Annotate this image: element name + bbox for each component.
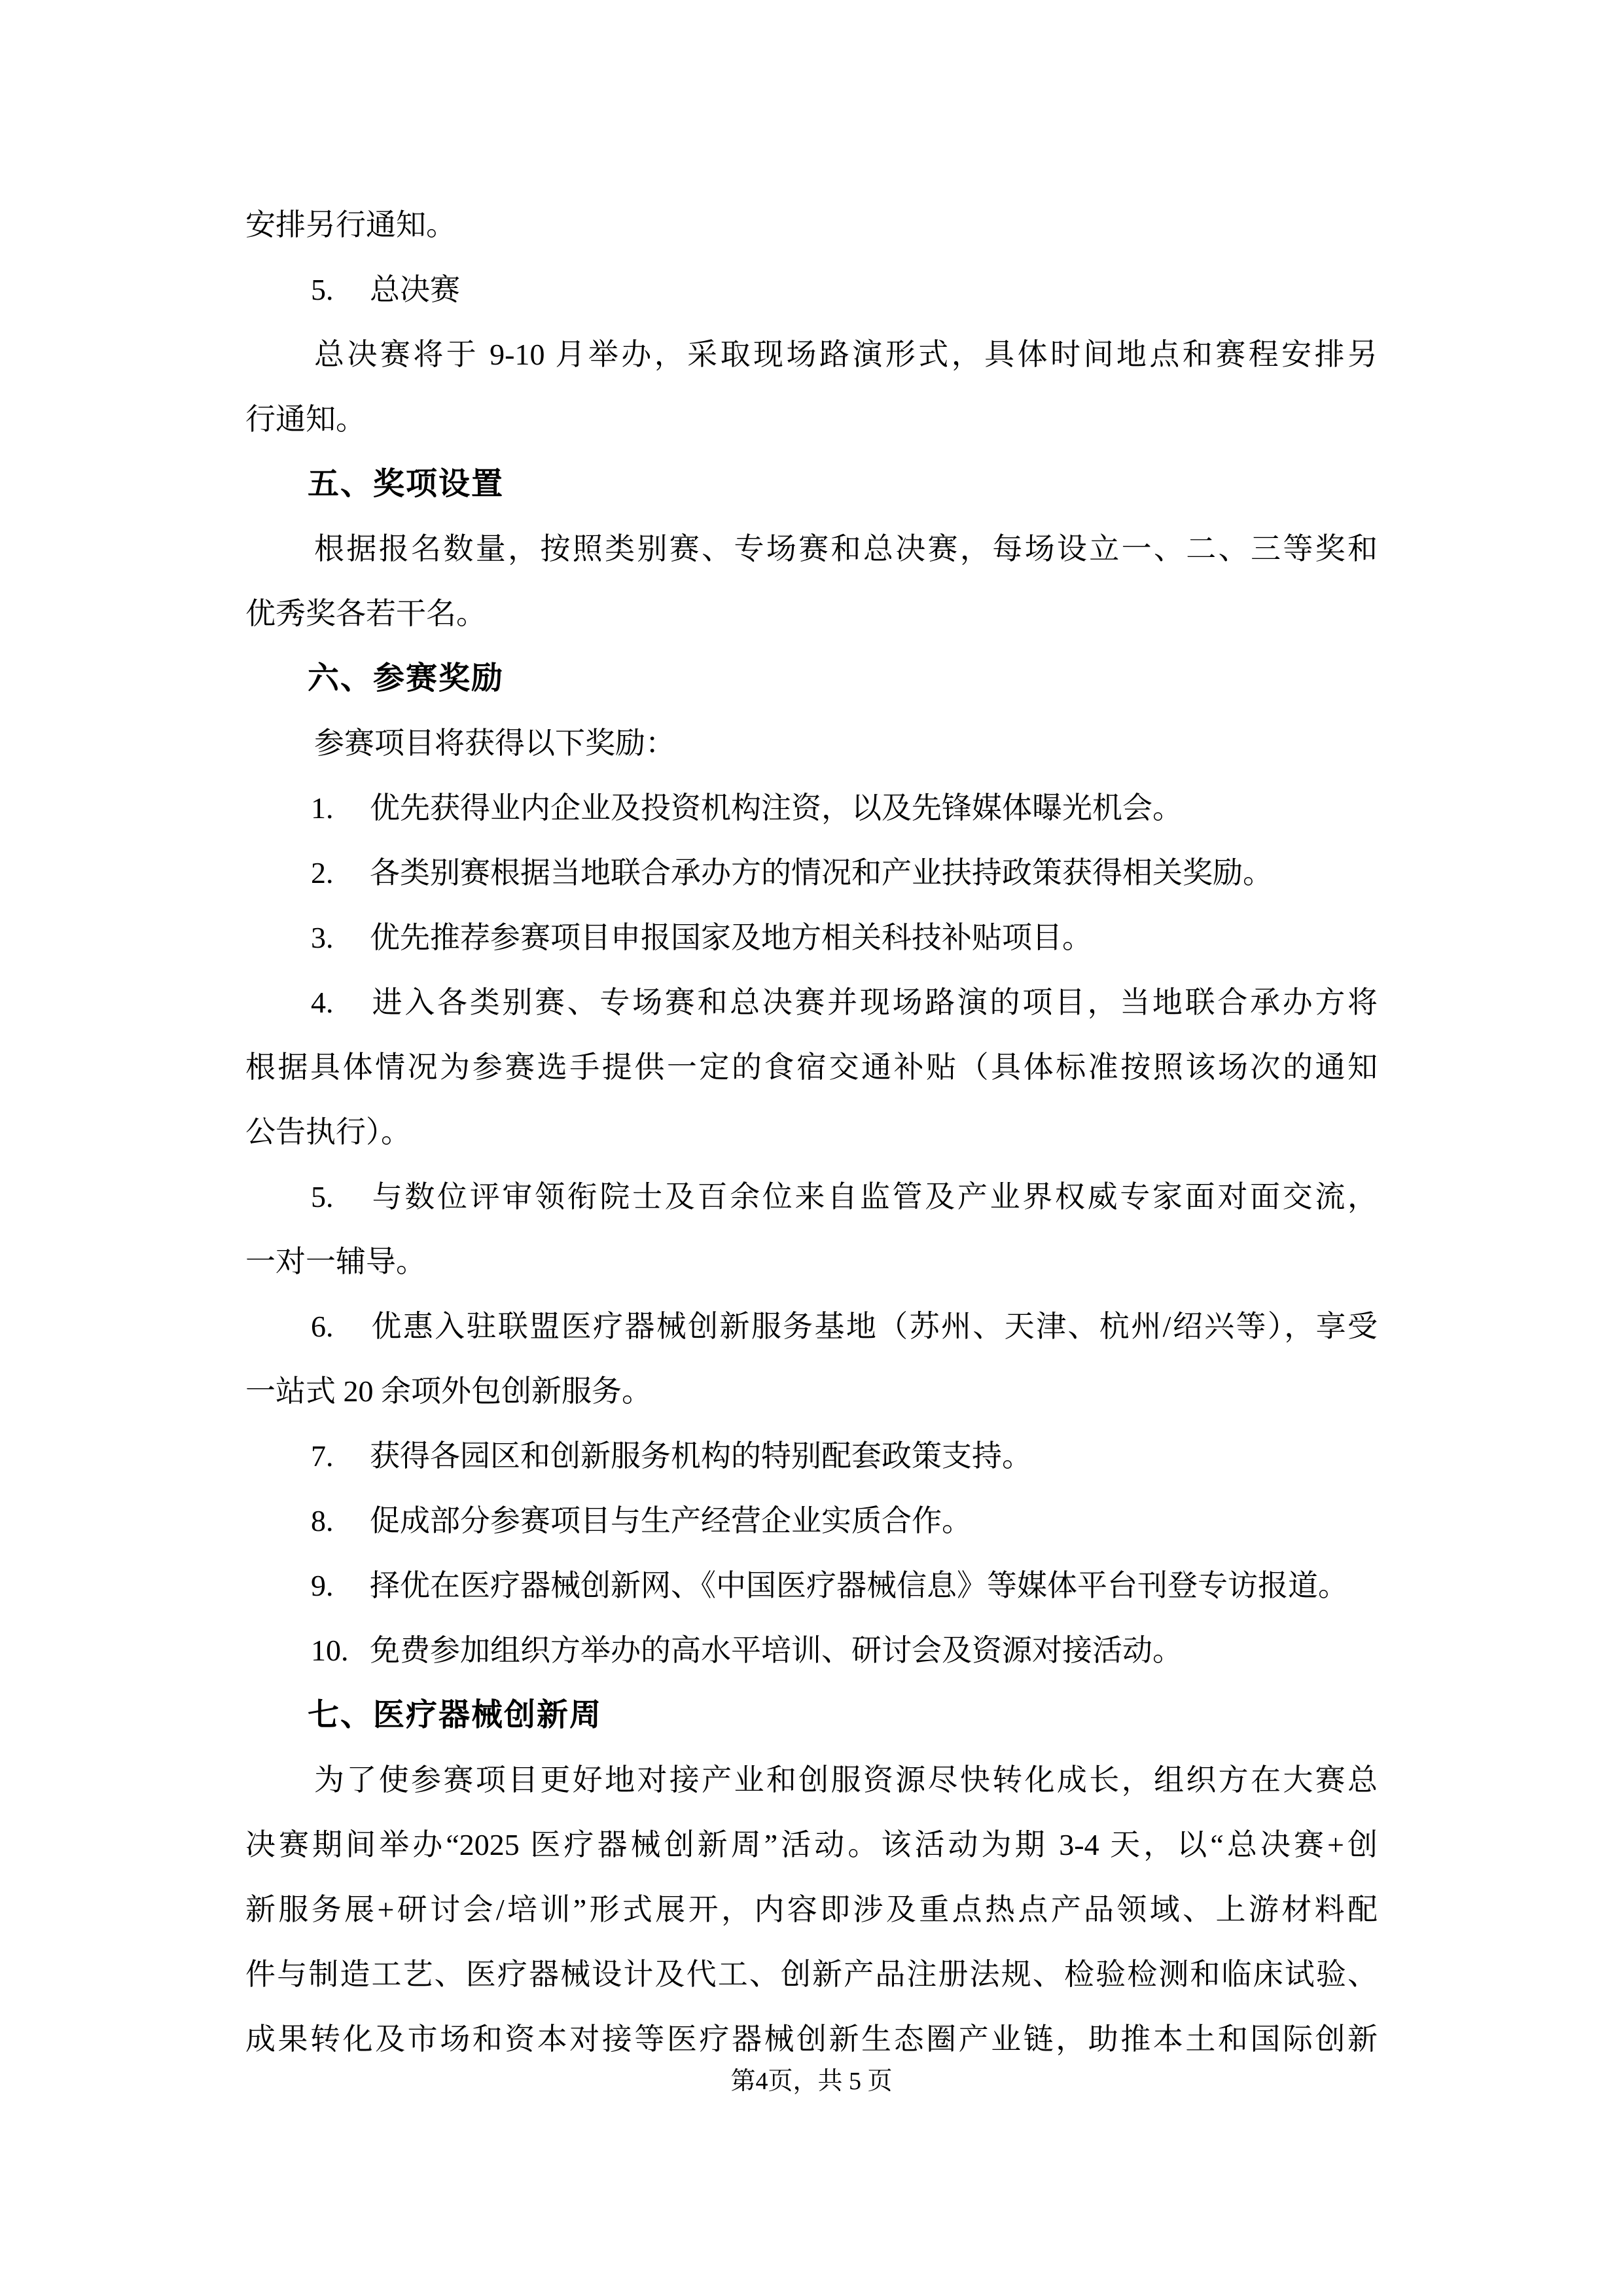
- list-item-text: 各类别赛根据当地联合承办方的情况和产业扶持政策获得相关奖励。: [370, 856, 1273, 889]
- list-item-number: 1.: [311, 791, 334, 825]
- text-line: 根据报名数量，按照类别赛、专场赛和总决赛，每场设立一、二、三等奖和: [314, 532, 1378, 565]
- document-body: [245, 192, 1378, 2072]
- section-heading-innovation-week: 七、医疗器械创新周: [308, 1698, 603, 1732]
- list-item-text: 优先推荐参赛项目申报国家及地方相关科技补贴项目。: [370, 921, 1092, 954]
- list-item-text: 优惠入驻联盟医疗器械创新服务基地（苏州、天津、杭州/绍兴等），享受: [370, 1310, 1378, 1343]
- text-line: 成果转化及市场和资本对接等医疗器械创新生态圈产业链，助推本土和国际创新: [245, 2022, 1378, 2056]
- text-line: 参赛项目将获得以下奖励：: [314, 726, 675, 760]
- list-item-number: 10.: [311, 1634, 349, 1667]
- list-item-number: 4.: [311, 986, 334, 1019]
- text-line: 优秀奖各若干名。: [245, 597, 486, 630]
- list-item: [245, 905, 1378, 970]
- list-item: [245, 257, 1378, 322]
- page-number-footer: 第4页，共 5 页: [730, 2068, 893, 2095]
- text-line: 总决赛将于 9-10 月举办，采取现场路演形式，具体时间地点和赛程安排另: [314, 338, 1378, 371]
- list-item: [245, 970, 1378, 1035]
- list-item: [245, 1553, 1378, 1618]
- list-item-text: 与数位评审领衔院士及百余位来自监管及产业界权威专家面对面交流，: [370, 1180, 1378, 1213]
- text-line: 件与制造工艺、医疗器械设计及代工、创新产品注册法规、检验检测和临床试验、: [245, 1958, 1378, 1991]
- list-item: [245, 1294, 1378, 1359]
- text-line: 根据具体情况为参赛选手提供一定的食宿交通补贴（具体标准按照该场次的通知: [245, 1050, 1378, 1084]
- section-heading-awards: 五、奖项设置: [308, 467, 505, 501]
- list-item-text: 择优在医疗器械创新网、《中国医疗器械信息》等媒体平台刊登专访报道。: [370, 1569, 1348, 1602]
- text-line: 行通知。: [245, 403, 366, 436]
- list-item-number: 6.: [311, 1310, 334, 1343]
- list-item: [245, 1164, 1378, 1229]
- list-item-number: 2.: [311, 856, 334, 889]
- text-line: 为了使参赛项目更好地对接产业和创服资源尽快转化成长，组织方在大赛总: [314, 1763, 1378, 1797]
- list-item: [245, 840, 1378, 905]
- list-item-text: 进入各类别赛、专场赛和总决赛并现场路演的项目，当地联合承办方将: [370, 986, 1378, 1019]
- text-line: 决赛期间举办“2025 医疗器械创新周”活动。该活动为期 3-4 天，以“总决赛+创: [245, 1828, 1378, 1861]
- text-line: 安排另行通知。: [245, 208, 456, 242]
- list-item-number: 7.: [311, 1439, 334, 1473]
- list-item-text: 免费参加组织方举办的高水平培训、研讨会及资源对接活动。: [370, 1634, 1183, 1667]
- list-item: [245, 1488, 1378, 1553]
- list-item: [245, 776, 1378, 840]
- list-item-number: 5.: [311, 1180, 334, 1213]
- text-line: 公告执行）。: [245, 1115, 411, 1149]
- list-item-number: 5.: [311, 273, 334, 306]
- text-line: 新服务展+研讨会/培训”形式展开，内容即涉及重点热点产品领域、上游材料配: [245, 1893, 1378, 1926]
- section-heading-rewards: 六、参赛奖励: [308, 661, 505, 696]
- list-item-text: 优先获得业内企业及投资机构注资，以及先锋媒体曝光机会。: [370, 791, 1183, 825]
- list-item-text: 总决赛: [370, 273, 460, 306]
- list-item-number: 3.: [311, 921, 334, 954]
- list-item-number: 9.: [311, 1569, 334, 1602]
- list-item-text: 促成部分参赛项目与生产经营企业实质合作。: [370, 1504, 972, 1537]
- list-item: [245, 1618, 1378, 1683]
- list-item-number: 8.: [311, 1504, 334, 1537]
- text-line: 一站式 20 余项外包创新服务。: [245, 1374, 652, 1408]
- list-item: [245, 1424, 1378, 1488]
- text-line: 一对一辅导。: [245, 1245, 426, 1278]
- list-item-text: 获得各园区和创新服务机构的特别配套政策支持。: [370, 1439, 1032, 1473]
